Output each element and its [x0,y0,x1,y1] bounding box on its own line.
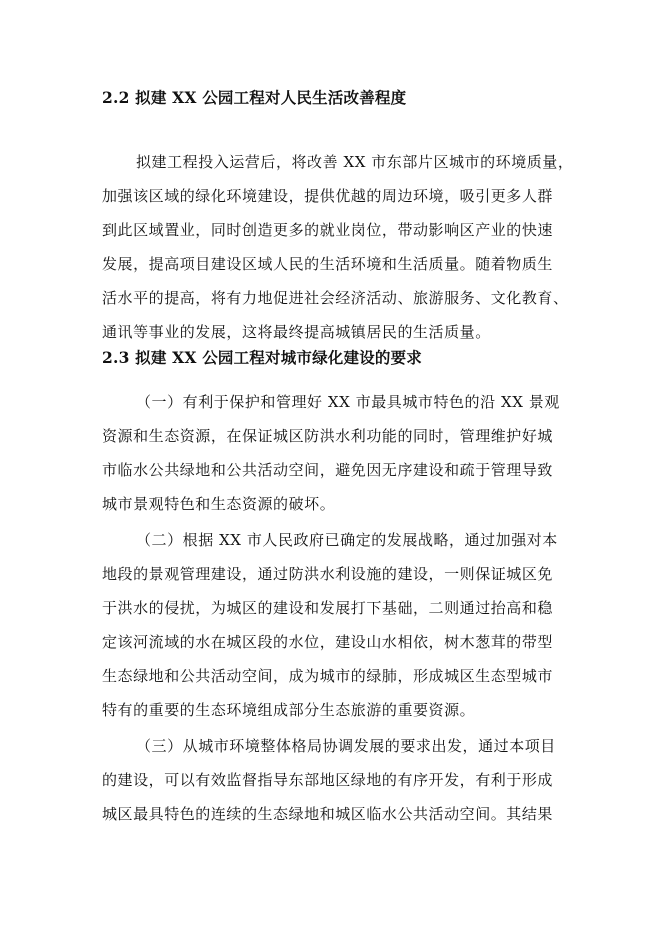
paragraph-line: 加强该区域的绿化环境建设，提供优越的周边环境，吸引更多人群 [102,187,553,205]
paragraph-line: （二）根据 XX 市人民政府已确定的发展战略，通过加强对本 [136,531,558,549]
section-heading-2-2: 2.2 拟建 XX 公园工程对人民生活改善程度 [102,88,407,107]
section-heading-2-3: 2.3 拟建 XX 公园工程对城市绿化建设的要求 [102,348,423,367]
paragraph-line: 生态绿地和公共活动空间，成为城市的绿肺，形成城区生态型城市 [102,667,553,685]
paragraph-line: 发展，提高项目建设区域人民的生活环境和生活质量。随着物质生 [102,255,553,273]
paragraph-line: 的建设，可以有效监督指导东部地区绿地的有序开发，有利于形成 [102,771,553,789]
paragraph-line: （一）有利于保护和管理好 XX 市最具城市特色的沿 XX 景观 [136,393,560,411]
paragraph-line: 于洪水的侵扰，为城区的建设和发展打下基础，二则通过抬高和稳 [102,599,553,617]
paragraph-line: 资源和生态资源，在保证城区防洪水利功能的同时，管理维护好城 [102,427,553,445]
paragraph-line: 城区最具特色的连续的生态绿地和城区临水公共活动空间。其结果 [102,805,553,823]
paragraph-line: 特有的重要的生态环境组成部分生态旅游的重要资源。 [102,701,476,719]
paragraph-line: 定该河流域的水在城区段的水位，建设山水相依，树木葱茸的带型 [102,633,553,651]
paragraph-line: （三）从城市环境整体格局协调发展的要求出发，通过本项目 [136,737,556,755]
paragraph-line: 市临水公共绿地和公共活动空间，避免因无序建设和疏于管理导致 [102,461,553,479]
paragraph-line: 拟建工程投入运营后，将改善 XX 市东部片区城市的环境质量， [136,153,574,171]
paragraph-line: 到此区域置业，同时创造更多的就业岗位，带动影响区产业的快速 [102,221,553,239]
paragraph-line: 活水平的提高，将有力地促进社会经济活动、旅游服务、文化教育、 [102,289,569,307]
paragraph-line: 通讯等事业的发展，这将最终提高城镇居民的生活质量。 [102,323,491,341]
paragraph-line: 城市景观特色和生态资源的破坏。 [102,495,336,513]
paragraph-line: 地段的景观管理建设，通过防洪水利设施的建设，一则保证城区免 [102,565,553,583]
